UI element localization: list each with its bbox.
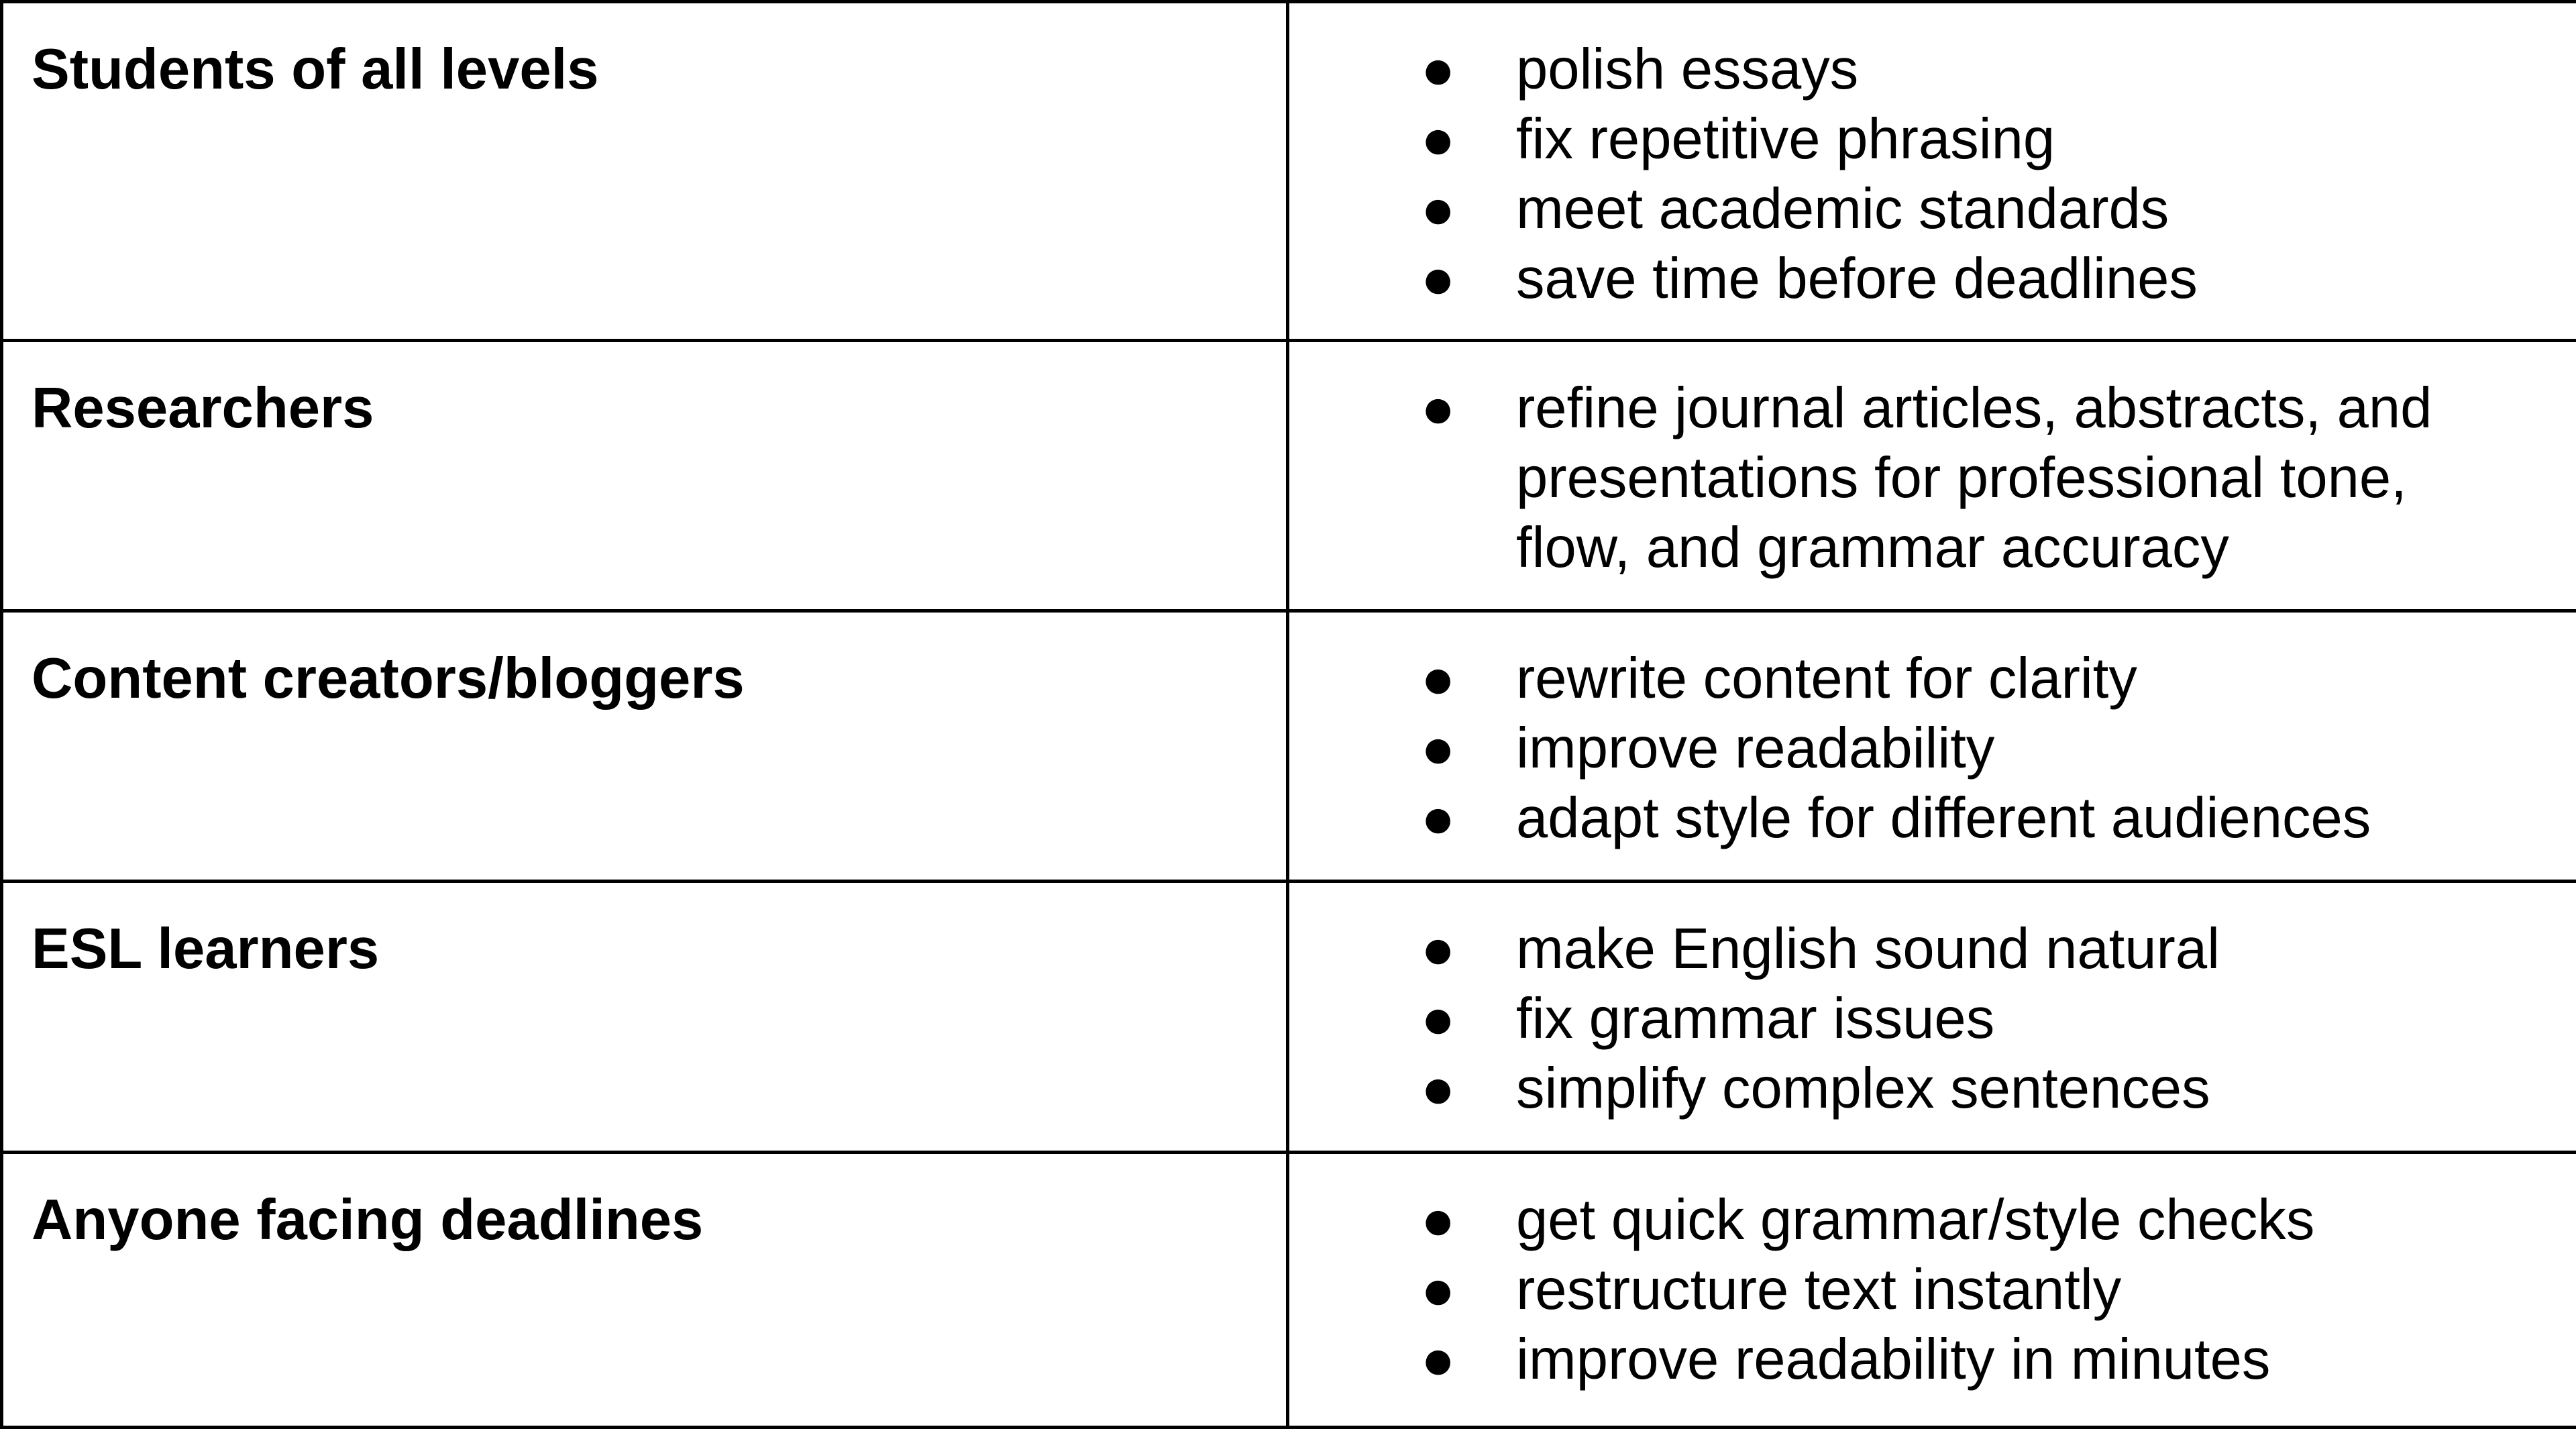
- list-item-text: refine journal articles, abstracts, and presentations for professional tone, flow, and grammar accuracy: [1516, 376, 2432, 580]
- list-item-text: meet academic standards: [1516, 177, 2169, 241]
- list-item: [1289, 914, 2576, 984]
- bullet-icon: ●: [1421, 374, 1461, 443]
- benefits-list: [1289, 35, 2576, 314]
- bullet-icon: ●: [1421, 1255, 1461, 1325]
- list-item-text: restructure text instantly: [1516, 1258, 2121, 1322]
- benefits-list: [1289, 374, 2576, 583]
- list-item: [1289, 1325, 2576, 1395]
- table-row: [2, 341, 2576, 611]
- list-item: [1289, 1054, 2576, 1124]
- list-item-text: simplify complex sentences: [1516, 1057, 2210, 1120]
- list-item: [1289, 374, 2576, 583]
- table-row: [2, 611, 2576, 882]
- benefits-list: [1289, 644, 2576, 853]
- list-item-text: rewrite content for clarity: [1516, 647, 2137, 710]
- bullet-icon: ●: [1421, 1054, 1461, 1124]
- bullet-icon: ●: [1421, 784, 1461, 853]
- audience-cell: Researchers: [2, 341, 1288, 611]
- benefits-list: [1289, 1185, 2576, 1395]
- list-item: [1289, 644, 2576, 714]
- bullet-icon: ●: [1421, 1325, 1461, 1395]
- list-item-text: improve readability in minutes: [1516, 1328, 2270, 1391]
- benefits-cell: [1288, 2, 2576, 341]
- bullet-icon: ●: [1421, 105, 1461, 174]
- list-item: [1289, 35, 2576, 105]
- list-item-text: make English sound natural: [1516, 917, 2220, 981]
- list-item: [1289, 784, 2576, 853]
- list-item: [1289, 984, 2576, 1054]
- audience-cell: Students of all levels: [2, 2, 1288, 341]
- benefits-list: [1289, 914, 2576, 1124]
- list-item-text: adapt style for different audiences: [1516, 786, 2371, 850]
- bullet-icon: ●: [1421, 714, 1461, 784]
- list-item: [1289, 105, 2576, 174]
- bullet-icon: ●: [1421, 174, 1461, 244]
- audience-cell: ESL learners: [2, 882, 1288, 1153]
- bullet-icon: ●: [1421, 644, 1461, 714]
- list-item-text: fix grammar issues: [1516, 987, 1994, 1051]
- list-item: [1289, 1255, 2576, 1325]
- audience-cell: Content creators/bloggers: [2, 611, 1288, 882]
- list-item-text: get quick grammar/style checks: [1516, 1188, 2314, 1252]
- bullet-icon: ●: [1421, 984, 1461, 1054]
- bullet-icon: ●: [1421, 914, 1461, 984]
- benefits-cell: [1288, 611, 2576, 882]
- bullet-icon: ●: [1421, 244, 1461, 314]
- list-item-text: fix repetitive phrasing: [1516, 107, 2055, 171]
- benefits-cell: [1288, 882, 2576, 1153]
- list-item-text: save time before deadlines: [1516, 247, 2198, 311]
- table-row: [2, 1153, 2576, 1428]
- audience-cell: Anyone facing deadlines: [2, 1153, 1288, 1428]
- list-item: [1289, 714, 2576, 784]
- benefits-cell: [1288, 1153, 2576, 1428]
- bullet-icon: ●: [1421, 35, 1461, 105]
- benefits-cell: [1288, 341, 2576, 611]
- bullet-icon: ●: [1421, 1185, 1461, 1255]
- list-item: [1289, 1185, 2576, 1255]
- list-item-text: polish essays: [1516, 38, 1858, 101]
- table-row: [2, 882, 2576, 1153]
- list-item: [1289, 174, 2576, 244]
- list-item: [1289, 244, 2576, 314]
- table-row: [2, 2, 2576, 341]
- list-item-text: improve readability: [1516, 717, 1994, 780]
